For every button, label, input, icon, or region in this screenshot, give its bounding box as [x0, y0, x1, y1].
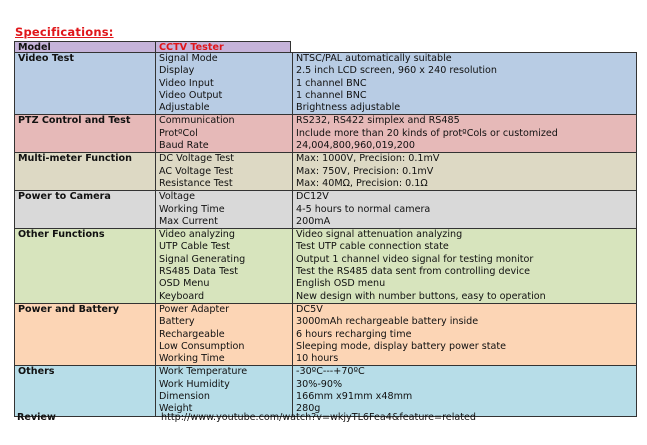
spec-value: DC12V	[296, 191, 329, 203]
spec-label-cell	[156, 303, 293, 365]
spec-label: Adjustable	[159, 102, 210, 114]
group-name: Power and Battery	[18, 303, 120, 315]
spec-value: New design with number buttons, easy to operation	[296, 290, 546, 302]
group-name: Others	[18, 366, 55, 378]
spec-label: Video analyzing	[159, 229, 235, 241]
spec-value: Brightness adjustable	[296, 102, 401, 114]
spec-group-power-and-battery	[15, 303, 637, 365]
spec-label: Working Time	[159, 203, 225, 215]
spec-label: Working Time	[159, 353, 225, 365]
spec-label: Work Humidity	[159, 378, 230, 390]
spec-label: Display	[159, 65, 195, 77]
spec-label: Rechargeable	[159, 328, 225, 340]
spec-group-others	[15, 366, 637, 416]
spec-label: Dimension	[159, 391, 210, 403]
spec-label-cell	[156, 366, 293, 416]
spec-value-cell	[293, 191, 637, 229]
spec-value: Include more than 20 kinds of protºCols or customized	[296, 127, 558, 139]
spec-label: Resistance Test	[159, 177, 233, 189]
spec-value: DC5V	[296, 303, 323, 315]
spec-value: 200mA	[296, 215, 331, 227]
spec-value: Sleeping mode, display battery power state	[296, 340, 507, 352]
spec-label: Signal Generating	[159, 253, 246, 265]
spec-label: UTP Cable Test	[159, 241, 230, 253]
spec-value: 2.5 inch LCD screen, 960 x 240 resolution	[296, 65, 498, 77]
spec-label: AC Voltage Test	[159, 165, 234, 177]
spec-value: 10 hours	[296, 353, 339, 365]
group-name: Multi-meter Function	[18, 153, 132, 165]
spec-label: Voltage	[159, 191, 195, 203]
model-value: CCTV Tester	[159, 42, 224, 53]
spec-value: 3000mAh rechargeable battery inside	[296, 316, 479, 328]
spec-value: 1 channel BNC	[296, 77, 367, 89]
spec-value: 24,004,800,960,019,200	[296, 140, 416, 152]
spec-value: NTSC/PAL automatically suitable	[296, 53, 452, 64]
spec-value: Test UTP cable connection state	[296, 241, 449, 253]
group-name-cell	[15, 303, 156, 365]
group-name-cell	[15, 115, 156, 153]
review-link[interactable]: http://www.youtube.com/watch?v=wkjyTL6Fea4&feature=related	[161, 412, 477, 423]
spec-label: Signal Mode	[159, 53, 218, 64]
spec-value-cell	[293, 115, 637, 153]
spec-label: Communication	[159, 115, 235, 127]
group-name-cell	[15, 53, 156, 115]
spec-label: Work Temperature	[159, 366, 248, 378]
spec-label-cell	[156, 115, 293, 153]
group-name: Power to Camera	[18, 191, 111, 203]
spec-value: Max: 1000V, Precision: 0.1mV	[296, 153, 440, 165]
spec-group-multimeter	[15, 153, 637, 191]
spec-label: Video Input	[159, 77, 214, 89]
spec-table	[14, 52, 637, 417]
group-name-cell	[15, 366, 156, 416]
spec-value: Output 1 channel video signal for testing monitor	[296, 253, 534, 265]
spec-group-video-test	[15, 53, 637, 115]
group-name-cell	[15, 153, 156, 191]
group-name: Video Test	[18, 53, 74, 64]
model-label: Model	[15, 42, 156, 52]
review-row	[14, 412, 637, 424]
spec-value-cell	[293, 229, 637, 304]
spec-group-power-to-camera	[15, 191, 637, 229]
spec-value: -30ºC---+70ºC	[296, 366, 365, 378]
spec-value: 1 channel BNC	[296, 89, 367, 101]
spec-label-cell	[156, 53, 293, 115]
spec-label: ProtºCol	[159, 127, 198, 139]
spec-value: Test the RS485 data sent from controlling device	[296, 266, 530, 278]
spec-value-cell	[293, 153, 637, 191]
page-title: Specifications:	[15, 25, 114, 39]
spec-label: Power Adapter	[159, 303, 230, 315]
spec-label-cell	[156, 153, 293, 191]
spec-label: Battery	[159, 316, 195, 328]
spec-label: Low Consumption	[159, 340, 245, 352]
group-name-cell	[15, 229, 156, 304]
spec-value: 280g	[296, 403, 321, 415]
spec-label-cell	[156, 229, 293, 304]
spec-value-cell	[293, 366, 637, 416]
spec-value: 4-5 hours to normal camera	[296, 203, 431, 215]
spec-value: 30%-90%	[296, 378, 343, 390]
spec-label: Baud Rate	[159, 140, 209, 152]
spec-value: Max: 750V, Precision: 0.1mV	[296, 165, 434, 177]
spec-value: English OSD menu	[296, 278, 386, 290]
spec-label: Video Output	[159, 89, 223, 101]
spec-label: Weight	[159, 403, 193, 415]
spec-label: Max Current	[159, 215, 218, 227]
group-name-cell	[15, 191, 156, 229]
review-label: Review	[17, 412, 56, 423]
group-name: PTZ Control and Test	[18, 115, 131, 127]
spec-label: OSD Menu	[159, 278, 210, 290]
group-name: Other Functions	[18, 229, 105, 241]
spec-value: 166mm x91mm x48mm	[296, 391, 413, 403]
spec-label: DC Voltage Test	[159, 153, 235, 165]
spec-value: 6 hours recharging time	[296, 328, 412, 340]
spec-value-cell	[293, 303, 637, 365]
spec-label: Keyboard	[159, 290, 205, 302]
spec-label-cell	[156, 191, 293, 229]
spec-group-ptz-control	[15, 115, 637, 153]
spec-value: RS232, RS422 simplex and RS485	[296, 115, 460, 127]
spec-label: RS485 Data Test	[159, 266, 238, 278]
spec-value: Max: 40MΩ, Precision: 0.1Ω	[296, 177, 428, 189]
spec-value: Video signal attenuation analyzing	[296, 229, 463, 241]
spec-group-other-functions	[15, 229, 637, 304]
spec-value-cell	[293, 53, 637, 115]
